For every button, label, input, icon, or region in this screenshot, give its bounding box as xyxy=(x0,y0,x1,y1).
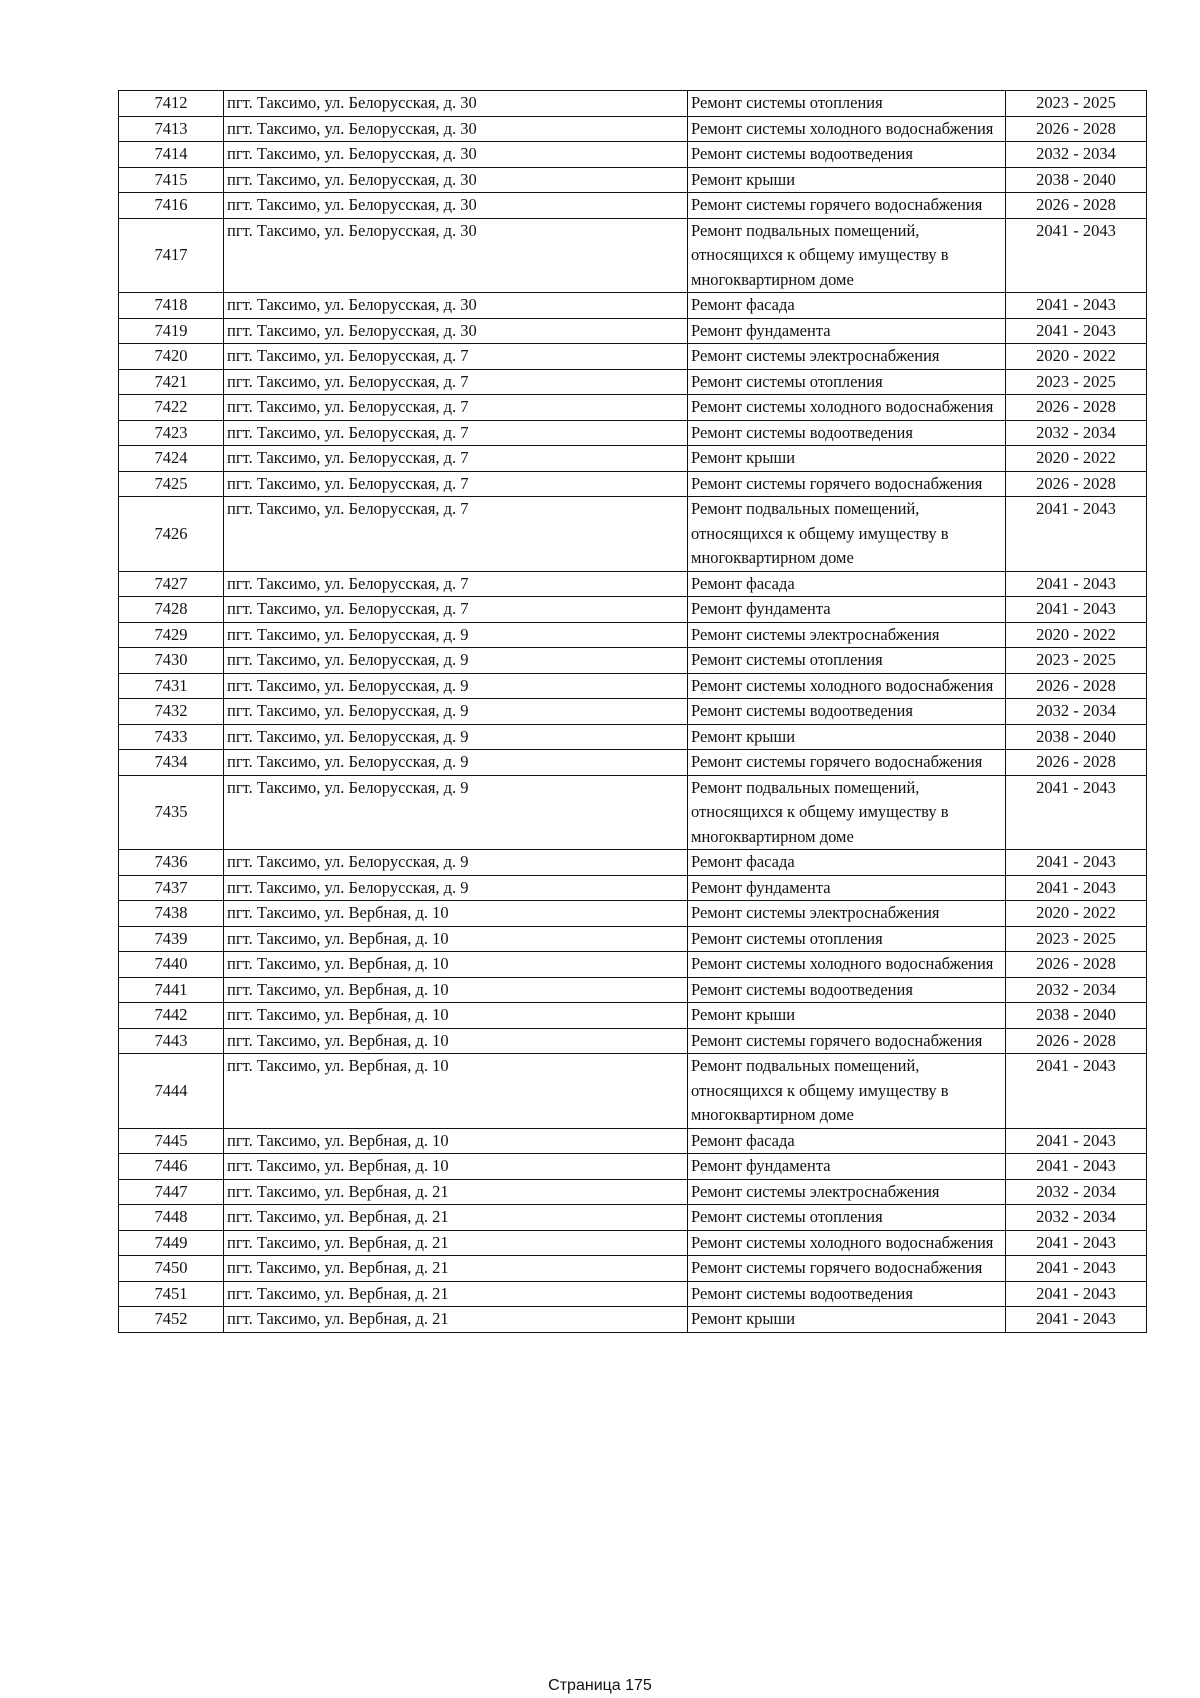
address-cell: пгт. Таксимо, ул. Белорусская, д. 30 xyxy=(224,193,688,219)
period-cell: 2041 - 2043 xyxy=(1006,1230,1147,1256)
row-number-cell: 7412 xyxy=(119,91,224,117)
address-cell: пгт. Таксимо, ул. Белорусская, д. 7 xyxy=(224,395,688,421)
period-cell: 2041 - 2043 xyxy=(1006,850,1147,876)
period-cell: 2023 - 2025 xyxy=(1006,926,1147,952)
address-cell: пгт. Таксимо, ул. Вербная, д. 10 xyxy=(224,901,688,927)
period-cell: 2032 - 2034 xyxy=(1006,1179,1147,1205)
row-number-cell: 7448 xyxy=(119,1205,224,1231)
work-type-cell: Ремонт фасада xyxy=(688,293,1006,319)
address-cell: пгт. Таксимо, ул. Вербная, д. 10 xyxy=(224,952,688,978)
row-number-cell: 7420 xyxy=(119,344,224,370)
period-cell: 2041 - 2043 xyxy=(1006,775,1147,850)
table-row xyxy=(119,699,1147,725)
period-cell: 2038 - 2040 xyxy=(1006,1003,1147,1029)
address-cell: пгт. Таксимо, ул. Вербная, д. 10 xyxy=(224,1003,688,1029)
row-number-cell: 7436 xyxy=(119,850,224,876)
table-row xyxy=(119,116,1147,142)
row-number-cell: 7417 xyxy=(119,218,224,293)
work-type-cell: Ремонт системы горячего водоснабжения xyxy=(688,750,1006,776)
table-row xyxy=(119,952,1147,978)
address-cell: пгт. Таксимо, ул. Вербная, д. 21 xyxy=(224,1281,688,1307)
work-type-cell: Ремонт крыши xyxy=(688,1307,1006,1333)
row-number-cell: 7451 xyxy=(119,1281,224,1307)
period-cell: 2041 - 2043 xyxy=(1006,1128,1147,1154)
row-number-cell: 7413 xyxy=(119,116,224,142)
address-cell: пгт. Таксимо, ул. Белорусская, д. 9 xyxy=(224,622,688,648)
work-type-cell: Ремонт системы электроснабжения xyxy=(688,622,1006,648)
row-number-cell: 7425 xyxy=(119,471,224,497)
work-type-cell: Ремонт фундамента xyxy=(688,875,1006,901)
address-cell: пгт. Таксимо, ул. Белорусская, д. 9 xyxy=(224,724,688,750)
period-cell: 2023 - 2025 xyxy=(1006,91,1147,117)
row-number-cell: 7444 xyxy=(119,1054,224,1129)
table-row xyxy=(119,673,1147,699)
row-number-cell: 7447 xyxy=(119,1179,224,1205)
work-type-cell: Ремонт подвальных помещений, относящихся к общему имуществу в многоквартирном доме xyxy=(688,497,1006,572)
period-cell: 2026 - 2028 xyxy=(1006,471,1147,497)
table-row xyxy=(119,1230,1147,1256)
work-type-cell: Ремонт системы отопления xyxy=(688,926,1006,952)
table-row xyxy=(119,1256,1147,1282)
address-cell: пгт. Таксимо, ул. Вербная, д. 21 xyxy=(224,1205,688,1231)
work-type-cell: Ремонт системы отопления xyxy=(688,91,1006,117)
row-number-cell: 7439 xyxy=(119,926,224,952)
address-cell: пгт. Таксимо, ул. Вербная, д. 10 xyxy=(224,977,688,1003)
address-cell: пгт. Таксимо, ул. Белорусская, д. 30 xyxy=(224,293,688,319)
row-number-cell: 7430 xyxy=(119,648,224,674)
address-cell: пгт. Таксимо, ул. Белорусская, д. 7 xyxy=(224,571,688,597)
period-cell: 2041 - 2043 xyxy=(1006,318,1147,344)
period-cell: 2041 - 2043 xyxy=(1006,1256,1147,1282)
table-row xyxy=(119,420,1147,446)
repair-schedule-table xyxy=(118,90,1147,1333)
row-number-cell: 7437 xyxy=(119,875,224,901)
work-type-cell: Ремонт крыши xyxy=(688,446,1006,472)
work-type-cell: Ремонт фасада xyxy=(688,850,1006,876)
table-row xyxy=(119,1205,1147,1231)
work-type-cell: Ремонт системы горячего водоснабжения xyxy=(688,1028,1006,1054)
address-cell: пгт. Таксимо, ул. Белорусская, д. 30 xyxy=(224,116,688,142)
table-row xyxy=(119,142,1147,168)
work-type-cell: Ремонт системы горячего водоснабжения xyxy=(688,193,1006,219)
address-cell: пгт. Таксимо, ул. Вербная, д. 21 xyxy=(224,1307,688,1333)
work-type-cell: Ремонт системы отопления xyxy=(688,1205,1006,1231)
period-cell: 2023 - 2025 xyxy=(1006,369,1147,395)
table-row xyxy=(119,1128,1147,1154)
work-type-cell: Ремонт системы холодного водоснабжения xyxy=(688,116,1006,142)
address-cell: пгт. Таксимо, ул. Белорусская, д. 7 xyxy=(224,597,688,623)
row-number-cell: 7442 xyxy=(119,1003,224,1029)
period-cell: 2041 - 2043 xyxy=(1006,218,1147,293)
period-cell: 2020 - 2022 xyxy=(1006,622,1147,648)
row-number-cell: 7422 xyxy=(119,395,224,421)
row-number-cell: 7432 xyxy=(119,699,224,725)
table-row xyxy=(119,1154,1147,1180)
row-number-cell: 7419 xyxy=(119,318,224,344)
row-number-cell: 7431 xyxy=(119,673,224,699)
work-type-cell: Ремонт фундамента xyxy=(688,318,1006,344)
work-type-cell: Ремонт системы горячего водоснабжения xyxy=(688,1256,1006,1282)
table-row xyxy=(119,471,1147,497)
address-cell: пгт. Таксимо, ул. Белорусская, д. 30 xyxy=(224,91,688,117)
row-number-cell: 7428 xyxy=(119,597,224,623)
period-cell: 2032 - 2034 xyxy=(1006,420,1147,446)
address-cell: пгт. Таксимо, ул. Вербная, д. 10 xyxy=(224,1128,688,1154)
period-cell: 2032 - 2034 xyxy=(1006,142,1147,168)
table-row xyxy=(119,369,1147,395)
table-row xyxy=(119,1179,1147,1205)
work-type-cell: Ремонт системы электроснабжения xyxy=(688,901,1006,927)
address-cell: пгт. Таксимо, ул. Белорусская, д. 7 xyxy=(224,344,688,370)
period-cell: 2026 - 2028 xyxy=(1006,116,1147,142)
address-cell: пгт. Таксимо, ул. Белорусская, д. 9 xyxy=(224,850,688,876)
period-cell: 2041 - 2043 xyxy=(1006,1154,1147,1180)
address-cell: пгт. Таксимо, ул. Вербная, д. 21 xyxy=(224,1230,688,1256)
row-number-cell: 7429 xyxy=(119,622,224,648)
address-cell: пгт. Таксимо, ул. Вербная, д. 10 xyxy=(224,926,688,952)
period-cell: 2038 - 2040 xyxy=(1006,167,1147,193)
address-cell: пгт. Таксимо, ул. Белорусская, д. 9 xyxy=(224,648,688,674)
table-row xyxy=(119,571,1147,597)
period-cell: 2041 - 2043 xyxy=(1006,293,1147,319)
work-type-cell: Ремонт системы отопления xyxy=(688,648,1006,674)
period-cell: 2020 - 2022 xyxy=(1006,901,1147,927)
work-type-cell: Ремонт крыши xyxy=(688,167,1006,193)
table-row xyxy=(119,1054,1147,1129)
period-cell: 2020 - 2022 xyxy=(1006,446,1147,472)
table-row xyxy=(119,218,1147,293)
table-row xyxy=(119,91,1147,117)
page-number: Страница 175 xyxy=(548,1677,652,1694)
address-cell: пгт. Таксимо, ул. Белорусская, д. 7 xyxy=(224,497,688,572)
table-row xyxy=(119,1003,1147,1029)
row-number-cell: 7424 xyxy=(119,446,224,472)
table-row xyxy=(119,497,1147,572)
table-row xyxy=(119,724,1147,750)
work-type-cell: Ремонт подвальных помещений, относящихся к общему имуществу в многоквартирном доме xyxy=(688,218,1006,293)
table-row xyxy=(119,167,1147,193)
row-number-cell: 7452 xyxy=(119,1307,224,1333)
period-cell: 2041 - 2043 xyxy=(1006,1054,1147,1129)
period-cell: 2041 - 2043 xyxy=(1006,497,1147,572)
table-row xyxy=(119,597,1147,623)
row-number-cell: 7426 xyxy=(119,497,224,572)
row-number-cell: 7416 xyxy=(119,193,224,219)
period-cell: 2026 - 2028 xyxy=(1006,952,1147,978)
work-type-cell: Ремонт крыши xyxy=(688,1003,1006,1029)
address-cell: пгт. Таксимо, ул. Вербная, д. 10 xyxy=(224,1054,688,1129)
address-cell: пгт. Таксимо, ул. Белорусская, д. 9 xyxy=(224,699,688,725)
table-row xyxy=(119,293,1147,319)
period-cell: 2041 - 2043 xyxy=(1006,1281,1147,1307)
row-number-cell: 7418 xyxy=(119,293,224,319)
work-type-cell: Ремонт системы горячего водоснабжения xyxy=(688,471,1006,497)
work-type-cell: Ремонт системы холодного водоснабжения xyxy=(688,395,1006,421)
address-cell: пгт. Таксимо, ул. Белорусская, д. 9 xyxy=(224,775,688,850)
work-type-cell: Ремонт подвальных помещений, относящихся к общему имуществу в многоквартирном доме xyxy=(688,775,1006,850)
work-type-cell: Ремонт подвальных помещений, относящихся к общему имуществу в многоквартирном доме xyxy=(688,1054,1006,1129)
work-type-cell: Ремонт фасада xyxy=(688,571,1006,597)
work-type-cell: Ремонт системы электроснабжения xyxy=(688,1179,1006,1205)
table-row xyxy=(119,318,1147,344)
row-number-cell: 7441 xyxy=(119,977,224,1003)
row-number-cell: 7440 xyxy=(119,952,224,978)
address-cell: пгт. Таксимо, ул. Белорусская, д. 30 xyxy=(224,142,688,168)
period-cell: 2032 - 2034 xyxy=(1006,699,1147,725)
table-row xyxy=(119,193,1147,219)
period-cell: 2026 - 2028 xyxy=(1006,750,1147,776)
row-number-cell: 7427 xyxy=(119,571,224,597)
address-cell: пгт. Таксимо, ул. Белорусская, д. 9 xyxy=(224,673,688,699)
period-cell: 2020 - 2022 xyxy=(1006,344,1147,370)
period-cell: 2038 - 2040 xyxy=(1006,724,1147,750)
work-type-cell: Ремонт системы холодного водоснабжения xyxy=(688,673,1006,699)
document-page xyxy=(118,90,1146,1333)
address-cell: пгт. Таксимо, ул. Белорусская, д. 9 xyxy=(224,875,688,901)
address-cell: пгт. Таксимо, ул. Белорусская, д. 30 xyxy=(224,167,688,193)
work-type-cell: Ремонт фасада xyxy=(688,1128,1006,1154)
address-cell: пгт. Таксимо, ул. Белорусская, д. 7 xyxy=(224,446,688,472)
period-cell: 2041 - 2043 xyxy=(1006,571,1147,597)
row-number-cell: 7438 xyxy=(119,901,224,927)
row-number-cell: 7434 xyxy=(119,750,224,776)
work-type-cell: Ремонт системы отопления xyxy=(688,369,1006,395)
row-number-cell: 7433 xyxy=(119,724,224,750)
table-row xyxy=(119,977,1147,1003)
row-number-cell: 7415 xyxy=(119,167,224,193)
row-number-cell: 7414 xyxy=(119,142,224,168)
address-cell: пгт. Таксимо, ул. Вербная, д. 10 xyxy=(224,1154,688,1180)
period-cell: 2026 - 2028 xyxy=(1006,1028,1147,1054)
row-number-cell: 7435 xyxy=(119,775,224,850)
work-type-cell: Ремонт системы водоотведения xyxy=(688,1281,1006,1307)
table-row xyxy=(119,1307,1147,1333)
period-cell: 2023 - 2025 xyxy=(1006,648,1147,674)
row-number-cell: 7445 xyxy=(119,1128,224,1154)
table-row xyxy=(119,446,1147,472)
period-cell: 2026 - 2028 xyxy=(1006,395,1147,421)
address-cell: пгт. Таксимо, ул. Вербная, д. 21 xyxy=(224,1179,688,1205)
work-type-cell: Ремонт фундамента xyxy=(688,1154,1006,1180)
work-type-cell: Ремонт системы водоотведения xyxy=(688,142,1006,168)
period-cell: 2032 - 2034 xyxy=(1006,1205,1147,1231)
table-row xyxy=(119,901,1147,927)
table-row xyxy=(119,622,1147,648)
period-cell: 2032 - 2034 xyxy=(1006,977,1147,1003)
table-row xyxy=(119,850,1147,876)
row-number-cell: 7423 xyxy=(119,420,224,446)
work-type-cell: Ремонт системы водоотведения xyxy=(688,420,1006,446)
row-number-cell: 7446 xyxy=(119,1154,224,1180)
period-cell: 2041 - 2043 xyxy=(1006,875,1147,901)
address-cell: пгт. Таксимо, ул. Белорусская, д. 30 xyxy=(224,218,688,293)
table-row xyxy=(119,875,1147,901)
address-cell: пгт. Таксимо, ул. Белорусская, д. 7 xyxy=(224,471,688,497)
table-row xyxy=(119,775,1147,850)
table-row xyxy=(119,344,1147,370)
period-cell: 2026 - 2028 xyxy=(1006,673,1147,699)
work-type-cell: Ремонт системы холодного водоснабжения xyxy=(688,952,1006,978)
address-cell: пгт. Таксимо, ул. Белорусская, д. 9 xyxy=(224,750,688,776)
address-cell: пгт. Таксимо, ул. Вербная, д. 10 xyxy=(224,1028,688,1054)
work-type-cell: Ремонт фундамента xyxy=(688,597,1006,623)
address-cell: пгт. Таксимо, ул. Белорусская, д. 7 xyxy=(224,420,688,446)
table-row xyxy=(119,1028,1147,1054)
table-row xyxy=(119,395,1147,421)
row-number-cell: 7450 xyxy=(119,1256,224,1282)
table-row xyxy=(119,648,1147,674)
work-type-cell: Ремонт системы водоотведения xyxy=(688,699,1006,725)
row-number-cell: 7449 xyxy=(119,1230,224,1256)
address-cell: пгт. Таксимо, ул. Белорусская, д. 30 xyxy=(224,318,688,344)
period-cell: 2041 - 2043 xyxy=(1006,597,1147,623)
table-row xyxy=(119,750,1147,776)
work-type-cell: Ремонт системы холодного водоснабжения xyxy=(688,1230,1006,1256)
work-type-cell: Ремонт системы электроснабжения xyxy=(688,344,1006,370)
address-cell: пгт. Таксимо, ул. Белорусская, д. 7 xyxy=(224,369,688,395)
work-type-cell: Ремонт крыши xyxy=(688,724,1006,750)
work-type-cell: Ремонт системы водоотведения xyxy=(688,977,1006,1003)
row-number-cell: 7421 xyxy=(119,369,224,395)
row-number-cell: 7443 xyxy=(119,1028,224,1054)
table-row xyxy=(119,1281,1147,1307)
period-cell: 2026 - 2028 xyxy=(1006,193,1147,219)
period-cell: 2041 - 2043 xyxy=(1006,1307,1147,1333)
address-cell: пгт. Таксимо, ул. Вербная, д. 21 xyxy=(224,1256,688,1282)
table-row xyxy=(119,926,1147,952)
table-body xyxy=(119,91,1147,1333)
